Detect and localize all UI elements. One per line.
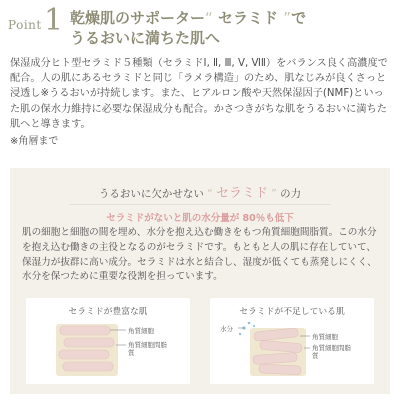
card-deficient-skin xyxy=(210,298,374,384)
point-number: 1 xyxy=(44,3,64,38)
title-close-quote: ” xyxy=(283,9,292,27)
section-title xyxy=(70,8,306,48)
panel-divider xyxy=(70,204,330,205)
panel-subheading: セラミドがないと肌の水分量が 80％も低下 xyxy=(106,213,294,224)
title-open-quote: “ xyxy=(205,9,213,27)
title-keyword: セラミド xyxy=(218,9,279,27)
cell-block-shape xyxy=(259,364,301,375)
label-corneocyte: 角質細胞 xyxy=(128,327,154,335)
label-intercellular-lipid: 角質細胞間脂質 xyxy=(128,341,167,357)
panel-title-before: うるおいに欠かせない xyxy=(98,188,204,200)
panel-text: 肌の細胞と細胞の間を埋め、水分を抱え込む働きをもつ角質細胞間脂質。この水分を抱え込む働きの主役となるのがセラミドです。もともと人の肌に存在していて、保湿力が抜群に高い成分。セラミドは水と結合し、湿度が低くても蒸発しにくく、水分を保つために重要な役割を担っています。 xyxy=(22,227,377,283)
label-water: 水分 xyxy=(220,325,233,333)
water-droplet-shape xyxy=(239,333,241,335)
body-paragraph: 保湿成分ヒト型セラミド５種類（セラミドⅠ, Ⅱ, Ⅲ, Ⅴ, ⅥⅡ）をバランス良く高濃度で配合。人の肌にあるセラミドと同じ「ラメラ構造」のため、肌なじみが良くさっと浸透し※うるおいが持続します。また、ヒアルロン酸や天然保湿因子(NMF)といった肌の保水力維持に必要な保湿成分も配合。かさつきがちな肌をうるおいに満ちた肌へと導きます。 xyxy=(10,58,388,130)
footnote: ※角層まで xyxy=(10,136,59,147)
panel-open-quote: “ xyxy=(207,188,213,200)
label-intercellular-lipid: 角質細胞間脂質 xyxy=(312,344,351,360)
point-label: Point xyxy=(8,18,42,32)
label-corneocyte: 角質細胞 xyxy=(312,333,338,341)
cell-block-shape xyxy=(64,338,114,347)
ceramide-info-panel xyxy=(10,168,390,394)
cell-block-shape xyxy=(60,326,110,335)
point-header xyxy=(8,3,398,50)
cell-block-shape xyxy=(63,362,113,371)
card-rich-skin xyxy=(26,298,190,384)
cell-block-shape xyxy=(59,350,109,359)
panel-title-keyword: セラミド xyxy=(215,186,268,201)
panel-close-quote: ” xyxy=(271,188,277,200)
panel-title-after: の力 xyxy=(280,188,302,200)
title-line1-end: で xyxy=(291,9,307,27)
water-droplet-shape xyxy=(248,322,251,325)
title-line2: うるおいに満ちた肌へ xyxy=(70,29,221,47)
title-line1-main: 乾燥肌のサポーター xyxy=(70,9,206,27)
card-title: セラミドが不足している肌 xyxy=(239,307,345,317)
water-droplet-shape xyxy=(253,325,255,327)
panel-title xyxy=(10,182,390,201)
card-title: セラミドが豊富な肌 xyxy=(68,307,148,317)
